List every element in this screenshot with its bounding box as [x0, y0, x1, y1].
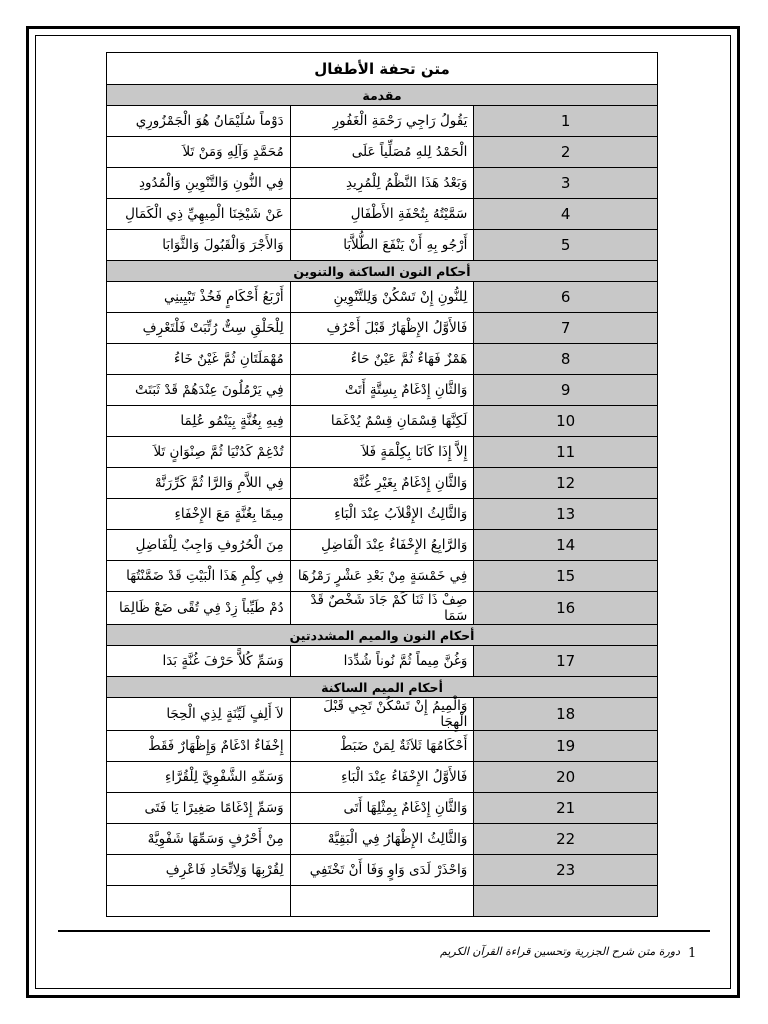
verse-row: [107, 824, 658, 855]
verse-row: [107, 855, 658, 886]
verse-first-hemistich: وَالثَّانِ إِدْغَامٌ بِسِتَّةٍ أَتَتْ: [290, 375, 474, 406]
verse-first-hemistich: الْحَمْدُ لِلهِ مُصَلِّياً عَلَى: [290, 137, 474, 168]
verse-number: 19: [474, 731, 658, 762]
verse-row: [107, 698, 658, 731]
verse-row: [107, 199, 658, 230]
verse-first-hemistich: سَمَّيْتُهُ بِتُحْفَةِ الأَطْفَالِ: [290, 199, 474, 230]
verse-number: 7: [474, 313, 658, 344]
verse-second-hemistich: دَوْماً سُلَيْمَانُ هُوَ الْجَمْزُورِي: [107, 106, 291, 137]
verse-second-hemistich: مِيمًا بِغُنَّةٍ مَعَ الإِخْفَاءِ: [107, 499, 291, 530]
verse-row: [107, 731, 658, 762]
verse-number: 8: [474, 344, 658, 375]
verse-number: 4: [474, 199, 658, 230]
verse-row: [107, 375, 658, 406]
verse-second-hemistich: فِي النُّونِ وَالتَّنْوِينِ وَالْمُدُودِ: [107, 168, 291, 199]
section-heading-row: [107, 677, 658, 698]
verse-number: 20: [474, 762, 658, 793]
verse-row: [107, 499, 658, 530]
verse-first-hemistich: أَحْكَامُهَا ثَلاَثَةٌ لِمَنْ ضَبَطْ: [290, 731, 474, 762]
verse-number: 15: [474, 561, 658, 592]
verse-row: [107, 344, 658, 375]
section-heading: مقدمة: [107, 85, 658, 106]
verse-second-hemistich: مِنَ الْحُرُوفِ وَاجِبٌ لِلْفَاضِلِ: [107, 530, 291, 561]
verse-number: 3: [474, 168, 658, 199]
document-title: متن تحفة الأطفال: [107, 53, 658, 85]
verse-row: [107, 762, 658, 793]
empty-cell: [107, 886, 291, 917]
verse-number: 22: [474, 824, 658, 855]
verse-second-hemistich: تُدْغِمْ كَدُنْيَا ثُمَّ صِنْوَانٍ تَلاَ: [107, 437, 291, 468]
verse-second-hemistich: وَسَمِّ كُلاًّ حَرْفَ غُنَّةٍ بَدَا: [107, 646, 291, 677]
verse-number: 18: [474, 698, 658, 731]
verse-second-hemistich: مُهْمَلَتَانِ ثُمَّ غَيْنٌ خَاءُ: [107, 344, 291, 375]
verse-second-hemistich: فِي كِلْمِ هَذَا الْبَيْتِ قَدْ ضَمَّنْتُهَا: [107, 561, 291, 592]
verse-number: 2: [474, 137, 658, 168]
verse-row: [107, 230, 658, 261]
verse-number: 5: [474, 230, 658, 261]
verse-number: 10: [474, 406, 658, 437]
verse-row: [107, 561, 658, 592]
section-heading: أحكام الميم الساكنة: [107, 677, 658, 698]
section-heading-row: [107, 85, 658, 106]
verse-number: 16: [474, 592, 658, 625]
verse-number: 23: [474, 855, 658, 886]
verse-first-hemistich: فِي خَمْسَةٍ مِنْ بَعْدِ عَشْرٍ رَمْزُهَا: [290, 561, 474, 592]
verse-number: 1: [474, 106, 658, 137]
verse-row: [107, 646, 658, 677]
verse-first-hemistich: هَمْزٌ فَهَاءٌ ثُمَّ عَيْنٌ حَاءُ: [290, 344, 474, 375]
verse-first-hemistich: وَالثَّانِ إِدْغَامٌ بِغَيْرِ غُنَّهْ: [290, 468, 474, 499]
verse-number: 6: [474, 282, 658, 313]
verse-row: [107, 793, 658, 824]
verse-second-hemistich: وَسَمِّ إِدْغَامًا صَغِيرًا يَا فَتَى: [107, 793, 291, 824]
verse-number: 11: [474, 437, 658, 468]
verse-second-hemistich: فِيهِ بِغُنَّةٍ بِيَنْمُو عُلِمَا: [107, 406, 291, 437]
verse-second-hemistich: فِي اللاَّمِ وَالرَّا ثُمَّ كَرِّرَنَّهْ: [107, 468, 291, 499]
verse-second-hemistich: لاَ أَلِفٍ لَيِّنَةٍ لِذِي الْحِجَا: [107, 698, 291, 731]
section-heading-row: [107, 625, 658, 646]
poem-table: [106, 52, 658, 917]
verse-row: [107, 592, 658, 625]
verse-row: [107, 468, 658, 499]
verse-row: [107, 137, 658, 168]
verse-number: 9: [474, 375, 658, 406]
title-row: [107, 53, 658, 85]
section-heading-row: [107, 261, 658, 282]
verse-first-hemistich: وَالثَّالِثُ الإِقْلاَبُ عِنْدَ الْبَاءِ: [290, 499, 474, 530]
footer-course-title: دورة متن شرح الجزرية وتحسين قراءة القرآن الكريم: [440, 945, 680, 958]
verse-first-hemistich: إِلاَّ إِذَا كَانَا بِكِلْمَةٍ فَلاَ: [290, 437, 474, 468]
verse-second-hemistich: إِخْفَاءٌ ادْغَامٌ وَإِظْهَارٌ فَقَطْ: [107, 731, 291, 762]
empty-cell: [474, 886, 658, 917]
verse-first-hemistich: وَاحْذَرْ لَدَى وَاوٍ وَفَا أَنْ تَخْتَفِي: [290, 855, 474, 886]
verse-number: 13: [474, 499, 658, 530]
verse-number: 21: [474, 793, 658, 824]
verse-first-hemistich: وَالرَّابِعُ الإِخْفَاءُ عِنْدَ الْفَاضِلِ: [290, 530, 474, 561]
verse-first-hemistich: فَالأَوَّلُ الإِخْفَاءُ عِنْدَ الْبَاءِ: [290, 762, 474, 793]
verse-second-hemistich: لِلْحَلْقِ سِتٌّ رُتِّبَتْ فَلْتَعْرِفِ: [107, 313, 291, 344]
verse-second-hemistich: عَنْ شَيْخِنَا الْمِيهِيِّ ذِي الْكَمَالِ: [107, 199, 291, 230]
verse-first-hemistich: وَالْمِيمُ إِنْ تَسْكُنْ تَجِي قَبْلَ الْهِجَا: [290, 698, 474, 731]
verse-first-hemistich: لَكِنَّهَا قِسْمَانِ قِسْمٌ يُدْغَمَا: [290, 406, 474, 437]
verse-number: 12: [474, 468, 658, 499]
verse-second-hemistich: لِقُرْبِهَا وَلِاتِّحَادِ فَاعْرِفِ: [107, 855, 291, 886]
verse-first-hemistich: لِلنُّونِ إِنْ تَسْكُنْ وَلِلتَّنْوِينِ: [290, 282, 474, 313]
verse-first-hemistich: صِفْ ذَا ثَنَا كَمْ جَادَ شَخْصٌ قَدْ سَمَا: [290, 592, 474, 625]
verse-second-hemistich: فِي يَرْمُلُونَ عِنْدَهُمْ قَدْ ثَبَتَتْ: [107, 375, 291, 406]
verse-first-hemistich: وَالثَّانِ إِدْغَامٌ بِمِثْلِهَا أَتَى: [290, 793, 474, 824]
verse-second-hemistich: وَسَمِّهِ الشَّفْوِيَّ لِلْقُرَّاءِ: [107, 762, 291, 793]
verse-row: [107, 406, 658, 437]
verse-first-hemistich: وَغُنَّ مِيماً ثُمَّ نُوناً شُدِّدَا: [290, 646, 474, 677]
verse-second-hemistich: أَرْبَعُ أَحْكَامٍ فَخُذْ تَبْيِينِي: [107, 282, 291, 313]
page-number: 1: [688, 946, 697, 961]
verse-row: [107, 282, 658, 313]
verse-second-hemistich: مُحَمَّدٍ وَآلِهِ وَمَنْ تَلاَ: [107, 137, 291, 168]
verse-number: 14: [474, 530, 658, 561]
verse-second-hemistich: مِنْ أَحْرُفٍ وَسَمِّهَا شَفْوِيَّهْ: [107, 824, 291, 855]
verse-row: [107, 437, 658, 468]
verse-first-hemistich: فَالأَوَّلُ الإِظْهَارُ قَبْلَ أَحْرُفِ: [290, 313, 474, 344]
verse-second-hemistich: دُمْ طَيِّباً زِدْ فِي تُقًى ضَعْ ظَالِمَا: [107, 592, 291, 625]
empty-row: [107, 886, 658, 917]
verse-first-hemistich: يَقُولُ رَاجِي رَحْمَةِ الْغَفُورِ: [290, 106, 474, 137]
verse-row: [107, 106, 658, 137]
verse-row: [107, 168, 658, 199]
verse-row: [107, 313, 658, 344]
verse-first-hemistich: وَالثَّالِثُ الإِظْهَارُ فِي الْبَقِيَّهْ: [290, 824, 474, 855]
footer-divider: [58, 930, 710, 932]
verse-first-hemistich: أَرْجُو بِهِ أَنْ يَنْفَعَ الطُّلاَّبَا: [290, 230, 474, 261]
section-heading: أحكام النون والميم المشددتين: [107, 625, 658, 646]
verse-number: 17: [474, 646, 658, 677]
empty-cell: [290, 886, 474, 917]
section-heading: أحكام النون الساكنة والتنوين: [107, 261, 658, 282]
verse-row: [107, 530, 658, 561]
verse-first-hemistich: وَبَعْدُ هَذَا النَّظْمُ لِلْمُرِيدِ: [290, 168, 474, 199]
verse-second-hemistich: وَالأَجْرَ وَالْقَبُولَ وَالثَّوَابَا: [107, 230, 291, 261]
